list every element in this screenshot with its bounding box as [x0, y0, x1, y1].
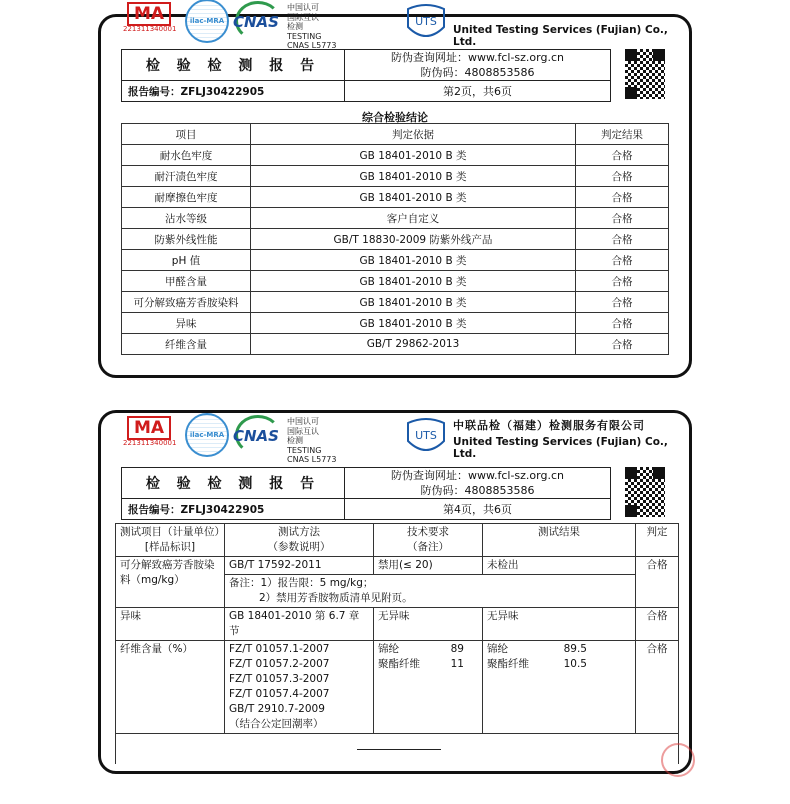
- company-name: 中联品检（福建）检测服务有限公司 United Testing Services (Fujian) Co., Ltd.: [453, 419, 668, 460]
- results-header-row: [116, 524, 679, 557]
- row-basis: GB/T 29862-2013: [251, 334, 576, 355]
- azo-judgement: 合格: [636, 557, 679, 608]
- row-result: 合格: [576, 166, 669, 187]
- report-number: 报告编号：ZFLJ30422905: [122, 81, 345, 102]
- cma-logo: MA 221311340001: [123, 4, 177, 33]
- row-basis: GB 18401-2010 B 类: [251, 271, 576, 292]
- row-item: 可分解致癌芳香胺染料: [122, 292, 251, 313]
- azo-method: GB/T 17592-2011: [225, 557, 374, 575]
- row-result: 合格: [576, 271, 669, 292]
- row-result: 合格: [576, 145, 669, 166]
- col-result: 判定结果: [576, 124, 669, 145]
- row-result: 合格: [576, 250, 669, 271]
- accreditation-logos: [123, 0, 336, 51]
- test-results-table: [115, 523, 679, 764]
- svg-text:UTS: UTS: [415, 429, 437, 442]
- table-row: [122, 229, 669, 250]
- azo-result: 未检出: [483, 557, 636, 575]
- cnas-logo: CNAS: [233, 0, 281, 39]
- table-row: [116, 641, 679, 734]
- col-test-result: 测试结果: [483, 524, 636, 557]
- uts-logo: [405, 419, 447, 457]
- col-item: 项目: [122, 124, 251, 145]
- col-test-item: 测试项目（计量单位） [样品标识]: [116, 524, 225, 557]
- row-item: 耐水色牢度: [122, 145, 251, 166]
- odor-method: GB 18401-2010 第 6.7 章节: [225, 608, 374, 641]
- ilac-mra-logo: ilac-MRA: [185, 413, 229, 457]
- table-row: [122, 271, 669, 292]
- fiber-requirement: 锦纶 89 聚酯纤维 11: [374, 641, 483, 734]
- report-page-4: [98, 410, 692, 774]
- table-row: [122, 208, 669, 229]
- report-number: 报告编号：ZFLJ30422905: [122, 499, 345, 520]
- cma-number: 221311340001: [123, 25, 177, 33]
- row-basis: GB 18401-2010 B 类: [251, 145, 576, 166]
- page-indicator: 第4页，共6页: [345, 499, 611, 520]
- row-result: 合格: [576, 292, 669, 313]
- accreditation-text: 中国认可 国际互认 检测 TESTING CNAS L5773: [287, 417, 337, 464]
- row-item: 耐汗渍色牢度: [122, 166, 251, 187]
- summary-title: 综合检验结论: [362, 111, 428, 124]
- fiber-judgement: 合格: [636, 641, 679, 734]
- seal-stamp: [661, 743, 695, 777]
- uts-logo: [405, 5, 447, 43]
- row-item: 防紫外线性能: [122, 229, 251, 250]
- col-judgement: 判定: [636, 524, 679, 557]
- row-item: pH 值: [122, 250, 251, 271]
- fiber-item: 纤维含量（%）: [116, 641, 225, 734]
- row-basis: 客户自定义: [251, 208, 576, 229]
- row-basis: GB 18401-2010 B 类: [251, 166, 576, 187]
- row-item: 甲醛含量: [122, 271, 251, 292]
- row-basis: GB 18401-2010 B 类: [251, 292, 576, 313]
- azo-item: 可分解致癌芳香胺染料（mg/kg）: [116, 557, 225, 608]
- page-indicator: 第2页，共6页: [345, 81, 611, 102]
- report-title: 检 验 检 测 报 告: [122, 50, 345, 81]
- row-item: 耐摩擦色牢度: [122, 187, 251, 208]
- fiber-methods: FZ/T 01057.1-2007 FZ/T 01057.2-2007 FZ/T 01057.3-2007 FZ/T 01057.4-2007 GB/T 2910.7-2009 （结合公定回潮率）: [225, 641, 374, 734]
- odor-requirement: 无异味: [374, 608, 483, 641]
- azo-notes: 备注：1）报告限：5 mg/kg； 2）禁用芳香胺物质清单见附页。: [225, 575, 636, 608]
- table-row: [122, 145, 669, 166]
- qr-code: [625, 49, 665, 99]
- fiber-result: 锦纶 89.5 聚酯纤维 10.5: [483, 641, 636, 734]
- accreditation-logos: [123, 413, 336, 465]
- row-basis: GB 18401-2010 B 类: [251, 250, 576, 271]
- report-page-2: [98, 3, 692, 378]
- row-result: 合格: [576, 334, 669, 355]
- table-row: [122, 292, 669, 313]
- company-name: United Testing Services (Fujian) Co., Ltd.: [453, 24, 668, 48]
- ilac-mra-logo: ilac-MRA: [185, 0, 229, 43]
- cnas-logo: CNAS: [233, 413, 281, 453]
- col-requirement: 技术要求 （备注）: [374, 524, 483, 557]
- cma-logo: MA 221311340001: [123, 418, 177, 447]
- odor-result: 无异味: [483, 608, 636, 641]
- row-item: 异味: [122, 313, 251, 334]
- col-test-method: 测试方法 （参数说明）: [225, 524, 374, 557]
- table-row: [122, 166, 669, 187]
- svg-text:UTS: UTS: [415, 15, 437, 28]
- verify-info: 防伪查询网址：www.fcl-sz.org.cn 防伪码：4808853586: [345, 468, 611, 499]
- row-item: 纤维含量: [122, 334, 251, 355]
- col-basis: 判定依据: [251, 124, 576, 145]
- row-result: 合格: [576, 208, 669, 229]
- table-row: [122, 187, 669, 208]
- summary-table: [121, 123, 669, 355]
- row-result: 合格: [576, 229, 669, 250]
- odor-judgement: 合格: [636, 608, 679, 641]
- report-header: [101, 0, 689, 50]
- end-of-table-line: [357, 749, 441, 750]
- row-basis: GB 18401-2010 B 类: [251, 313, 576, 334]
- table-row: [122, 334, 669, 355]
- report-header: [101, 413, 689, 464]
- azo-requirement: 禁用(≤ 20): [374, 557, 483, 575]
- row-basis: GB 18401-2010 B 类: [251, 187, 576, 208]
- table-row: [122, 250, 669, 271]
- row-result: 合格: [576, 313, 669, 334]
- report-meta-table: [121, 467, 611, 520]
- verify-info: 防伪查询网址：www.fcl-sz.org.cn 防伪码：4808853586: [345, 50, 611, 81]
- odor-item: 异味: [116, 608, 225, 641]
- row-basis: GB/T 18830-2009 防紫外线产品: [251, 229, 576, 250]
- summary-header-row: [122, 124, 669, 145]
- report-title: 检 验 检 测 报 告: [122, 468, 345, 499]
- row-item: 沾水等级: [122, 208, 251, 229]
- table-row: [116, 608, 679, 641]
- cma-number: 221311340001: [123, 439, 177, 447]
- table-row: [116, 557, 679, 575]
- table-row: [122, 313, 669, 334]
- report-meta-table: [121, 49, 611, 102]
- accreditation-text: 中国认可 国际互认 检测 TESTING CNAS L5773: [287, 3, 337, 50]
- qr-code: [625, 467, 665, 517]
- row-result: 合格: [576, 187, 669, 208]
